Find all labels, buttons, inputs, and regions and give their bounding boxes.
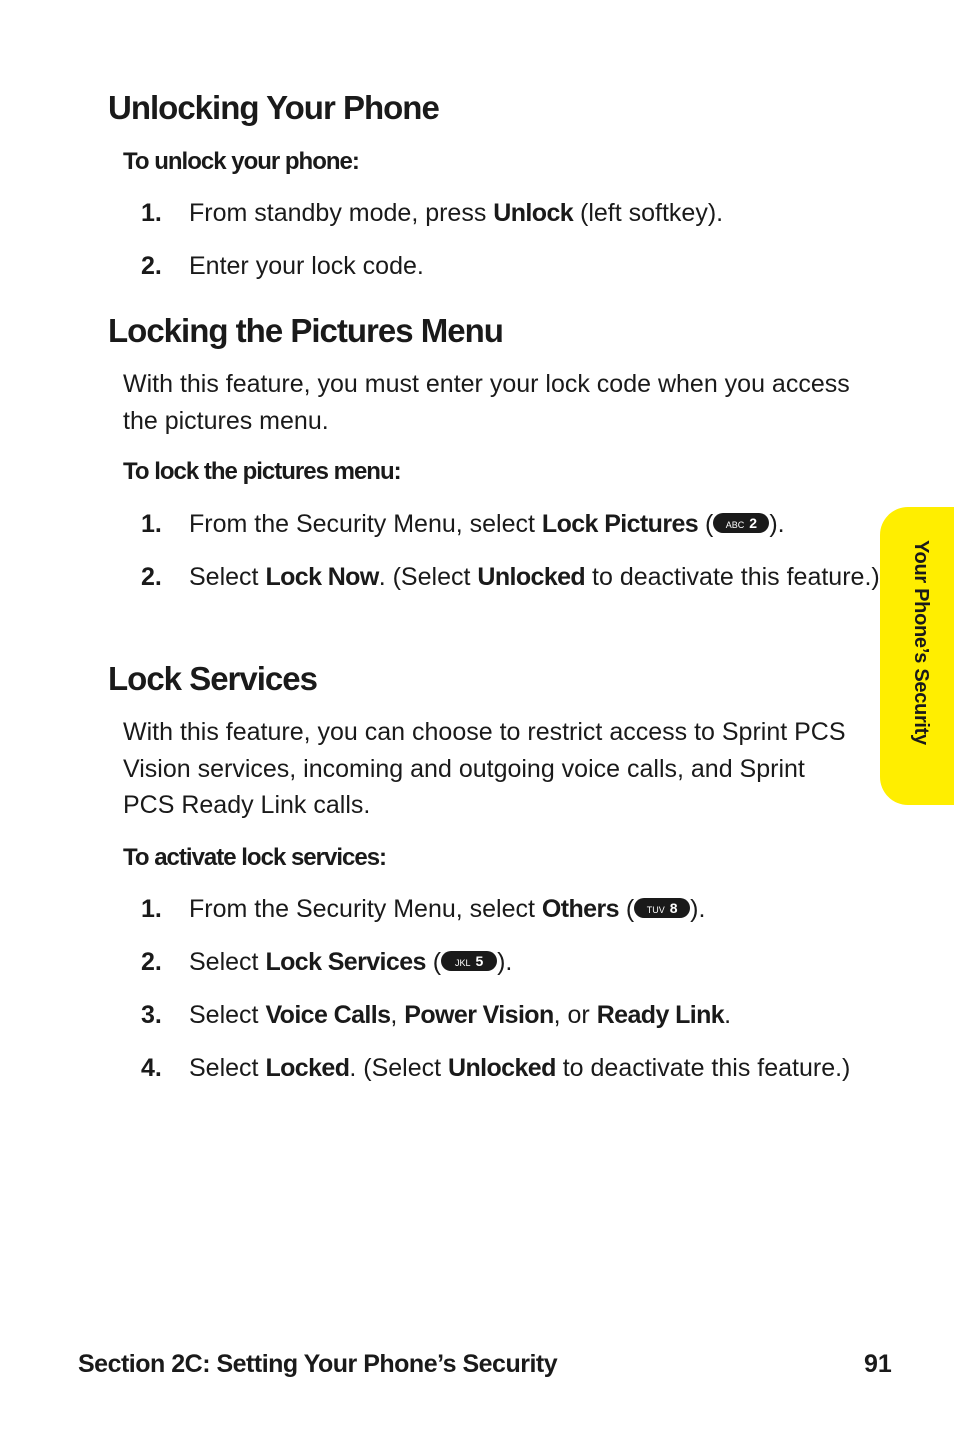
steps-lock-services (0, 891, 880, 1103)
heading-locking-pictures-menu: Locking the Pictures Menu (108, 312, 503, 349)
list-item (0, 195, 880, 232)
step-text: Select (189, 1054, 266, 1082)
step-number: 1. (141, 199, 162, 227)
list-item (0, 559, 880, 596)
menu-term: Unlocked (477, 563, 586, 591)
key-letters: TUV (646, 905, 665, 916)
heading-lock-services: Lock Services (108, 660, 317, 697)
step-text: , (390, 1001, 405, 1029)
step-text: ). (769, 510, 785, 538)
step-number: 2. (141, 563, 162, 591)
keypad-2-icon (713, 513, 769, 533)
step-number: 2. (141, 252, 162, 280)
intro-lock-pictures: To lock the pictures menu: (123, 458, 401, 485)
step-number: 2. (141, 948, 162, 976)
menu-term: Others (541, 895, 619, 923)
step-text: ). (690, 895, 706, 923)
step-number: 1. (141, 510, 162, 538)
step-text: Select (189, 563, 266, 591)
menu-term: Lock Services (265, 948, 426, 976)
menu-term: Voice Calls (265, 1001, 391, 1029)
step-text: ( (425, 948, 442, 976)
keypad-8-icon (634, 898, 690, 918)
steps-lock-pictures (0, 506, 880, 612)
step-text: . (724, 1001, 732, 1029)
menu-term: Ready Link (596, 1001, 725, 1029)
menu-term: Lock Pictures (541, 510, 699, 538)
menu-term: Lock Now (265, 563, 379, 591)
step-number: 4. (141, 1054, 162, 1082)
step-text: (left softkey). (573, 199, 724, 227)
intro-activate-lock-services: To activate lock services: (123, 844, 387, 871)
key-digit: 2 (749, 515, 757, 532)
menu-term: Locked (265, 1054, 350, 1082)
list-item (0, 997, 880, 1034)
list-item (0, 506, 880, 543)
step-text: From the Security Menu, select (189, 895, 542, 923)
step-text: Select (189, 948, 266, 976)
key-letters: JKL (454, 958, 471, 969)
section-side-tab (880, 507, 954, 805)
step-text: . (Select (349, 1054, 449, 1082)
step-text: From the Security Menu, select (189, 510, 542, 538)
step-text: to deactivate this feature.) (555, 1054, 851, 1082)
menu-term: Unlocked (448, 1054, 556, 1082)
paragraph-pictures-menu: With this feature, you must enter your lock code when you access the pictures menu. (123, 370, 850, 435)
list-item (0, 1050, 880, 1087)
step-text: From standby mode, press (189, 199, 494, 227)
step-text: Enter your lock code. (189, 252, 424, 280)
keypad-5-icon (441, 951, 497, 971)
step-text: to deactivate this feature.) (585, 563, 880, 591)
menu-term: Unlock (493, 199, 574, 227)
list-item (0, 248, 880, 285)
key-digit: 5 (475, 953, 484, 970)
paragraph-lock-services: With this feature, you can choose to restrict access to Sprint PCS Vision services, incoming and outgoing voice calls, and Sprint PCS Ready Link calls. (123, 718, 846, 819)
footer-section-title: Section 2C: Setting Your Phone’s Security (78, 1350, 558, 1378)
list-item (0, 891, 880, 928)
step-text: ). (497, 948, 513, 976)
page-number: 91 (864, 1350, 892, 1378)
key-letters: ABC (725, 520, 745, 531)
intro-unlock-phone: To unlock your phone: (123, 148, 359, 175)
step-text: Select (189, 1001, 266, 1029)
list-item (0, 944, 880, 981)
step-text: ( (618, 895, 635, 923)
side-tab-label: Your Phone’s Security (910, 540, 932, 745)
step-text: , or (553, 1001, 597, 1029)
step-text: . (Select (378, 563, 478, 591)
heading-unlocking-your-phone: Unlocking Your Phone (108, 89, 439, 126)
step-text: ( (698, 510, 714, 538)
menu-term: Power Vision (404, 1001, 554, 1029)
key-digit: 8 (669, 900, 678, 917)
step-number: 1. (141, 895, 162, 923)
step-number: 3. (141, 1001, 162, 1029)
steps-unlock-phone (0, 195, 880, 301)
